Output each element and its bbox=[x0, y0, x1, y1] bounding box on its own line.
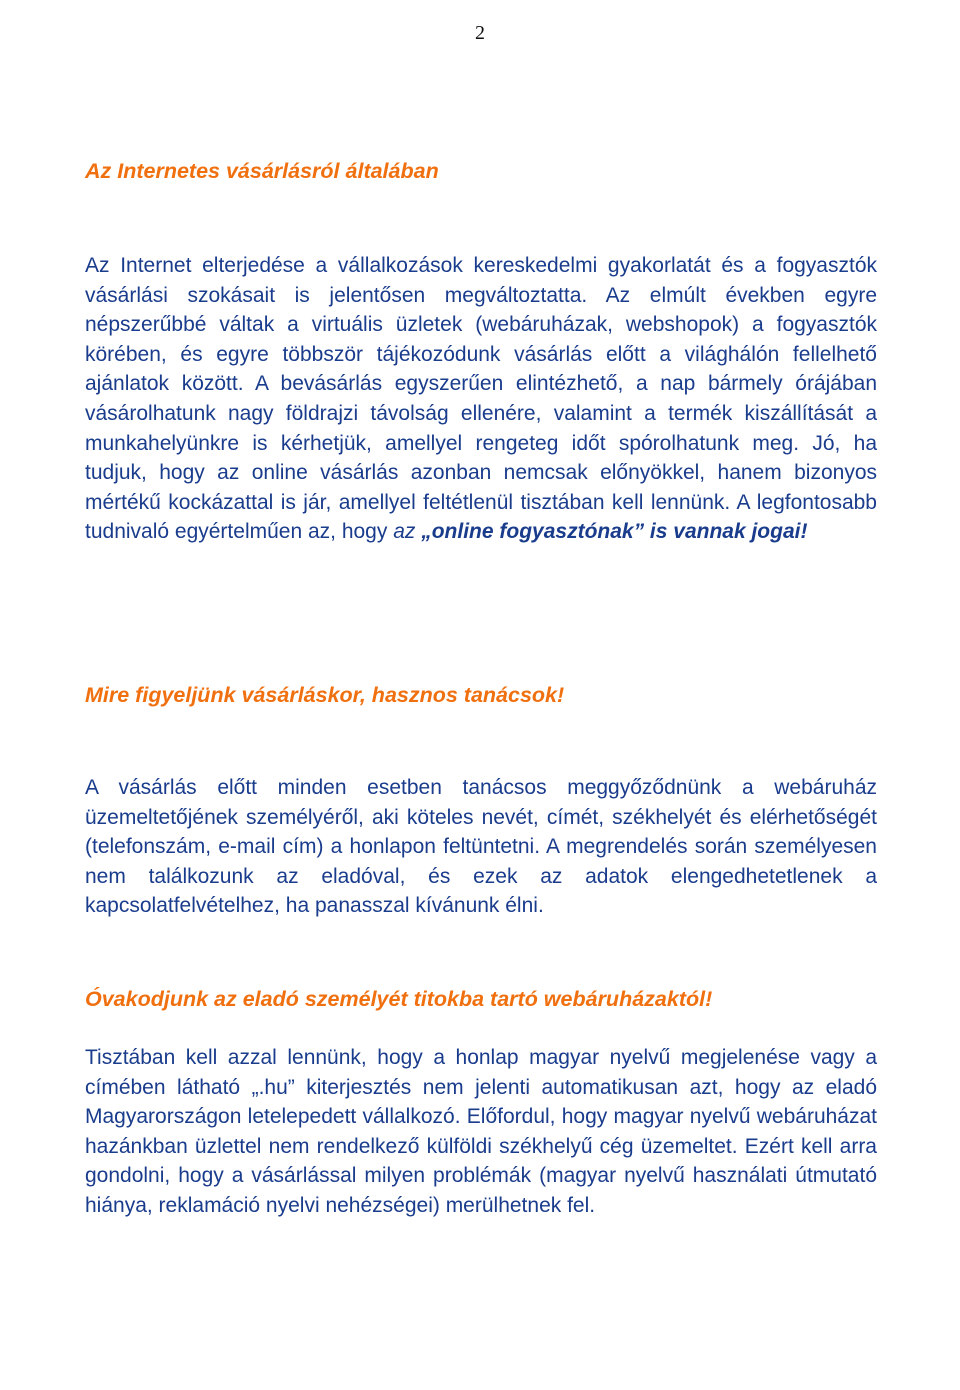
section-heading-shopping-tips: Mire figyeljünk vásárláskor, hasznos tanácsok! bbox=[85, 683, 565, 707]
paragraph-shopping-tips: A vásárlás előtt minden esetben tanácsos meggyőződnünk a webáruház üzemeltetőjének személyéről, aki köteles nevét, címét, székhelyét és elérhetőségét (telefonszám, e-mail cím) a honlapon feltüntetni. A megrendelés során személyesen nem találkozunk az eladóval, és ezek az adatok elengedhetetlenek a kapcsolatfelvételhez, ha panasszal kívánunk élni. bbox=[85, 776, 877, 918]
paragraph-beware-webshops: Tisztában kell azzal lennünk, hogy a honlap magyar nyelvű megjelenése vagy a címében látható „.hu” kiterjesztés nem jelenti automatikusan azt, hogy az eladó Magyarországon letelepedett vállalkozó. Előfordul, hogy magyar nyelvű webáruházat hazánkban üzlettel nem rendelkező külföldi székhelyű cég üzemeltet. Ezért kell arra gondolni, hogy a vásárlással milyen problémák (magyar nyelvű használati útmutató hiánya, reklamáció nyelvi nehézségei) merülhetnek fel. bbox=[85, 1046, 877, 1217]
section-heading-beware-webshops: Óvakodjunk az eladó személyét titokba tartó webáruházaktól! bbox=[85, 987, 713, 1011]
paragraph-internet-shopping-text: Az Internet elterjedése a vállalkozások kereskedelmi gyakorlatát és a fogyasztók vásárlási szokásait is jelentősen megváltoztatta. Az elmúlt években egyre népszerűbbé váltak a virtuális üzletek (webáruházak, webshopok) a fogyasztók körében, és egyre többször tájékozódunk vásárlás előtt a világhálón fellelhető ajánlatok között. A bevásárlás egyszerűen elintézhető, a nap bármely órájában vásárolhatunk nagy földrajzi távolság ellenére, valamint a termék kiszállítását a munkahelyünkre is kérhetjük, amellyel rengeteg időt spórolhatunk meg. Jó, ha tudjuk, hogy az online vásárlás azonban nemcsak előnyökkel, hanem bizonyos mértékű kockázattal is jár, amellyel feltétlenül tisztában kell lennünk. A legfontosabb tudnivaló egyértelműen az, hogy bbox=[85, 254, 877, 544]
section-heading-internet-shopping: Az Internetes vásárlásról általában bbox=[85, 159, 439, 183]
paragraph-internet-shopping bbox=[85, 251, 877, 547]
emphasis-prefix: az bbox=[393, 520, 422, 544]
page-number: 2 bbox=[475, 22, 485, 44]
emphasis-consumer-rights: „online fogyasztónak” is vannak jogai! bbox=[421, 520, 808, 544]
